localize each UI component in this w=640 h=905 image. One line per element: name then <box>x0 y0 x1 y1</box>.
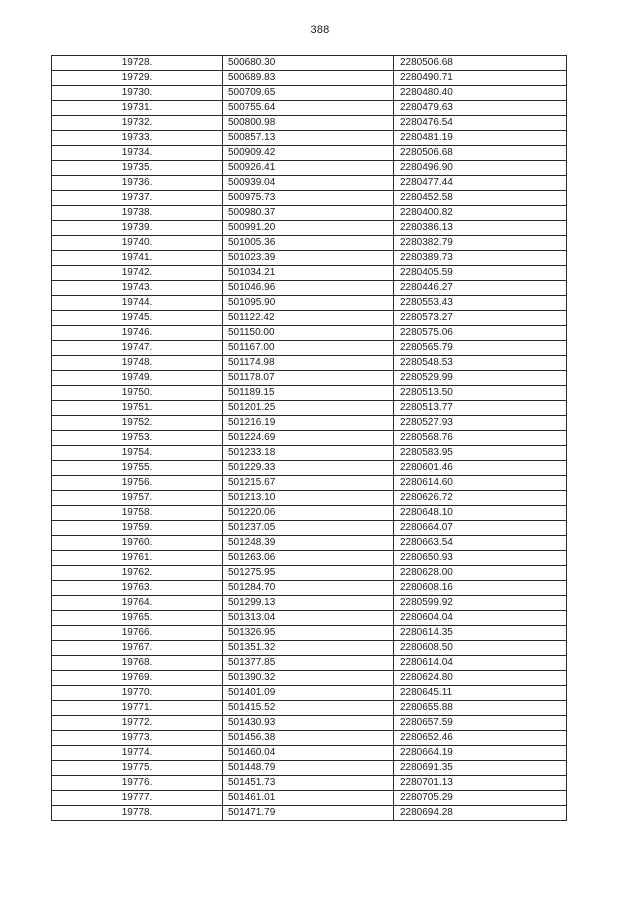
point-number-cell: 19754. <box>52 446 223 461</box>
table-row <box>52 791 567 806</box>
point-number-cell: 19747. <box>52 341 223 356</box>
table-row <box>52 716 567 731</box>
x-coordinate-cell: 501471.79 <box>223 806 394 821</box>
x-coordinate-cell: 500939.04 <box>223 176 394 191</box>
table-row <box>52 746 567 761</box>
point-number-cell: 19751. <box>52 401 223 416</box>
point-number-cell: 19729. <box>52 71 223 86</box>
x-coordinate-cell: 501150.00 <box>223 326 394 341</box>
point-number-cell: 19777. <box>52 791 223 806</box>
table-row <box>52 266 567 281</box>
y-coordinate-cell: 2280701.13 <box>394 776 567 791</box>
point-number-cell: 19736. <box>52 176 223 191</box>
x-coordinate-cell: 501377.85 <box>223 656 394 671</box>
table-row <box>52 446 567 461</box>
y-coordinate-cell: 2280628.00 <box>394 566 567 581</box>
point-number-cell: 19776. <box>52 776 223 791</box>
x-coordinate-cell: 500680.30 <box>223 56 394 71</box>
point-number-cell: 19748. <box>52 356 223 371</box>
point-number-cell: 19766. <box>52 626 223 641</box>
table-row <box>52 281 567 296</box>
y-coordinate-cell: 2280513.77 <box>394 401 567 416</box>
y-coordinate-cell: 2280568.76 <box>394 431 567 446</box>
table-row <box>52 596 567 611</box>
table-row <box>52 776 567 791</box>
x-coordinate-cell: 500709.65 <box>223 86 394 101</box>
y-coordinate-cell: 2280657.59 <box>394 716 567 731</box>
point-number-cell: 19753. <box>52 431 223 446</box>
x-coordinate-cell: 501005.36 <box>223 236 394 251</box>
table-row <box>52 506 567 521</box>
x-coordinate-cell: 500689.83 <box>223 71 394 86</box>
point-number-cell: 19757. <box>52 491 223 506</box>
y-coordinate-cell: 2280608.16 <box>394 581 567 596</box>
x-coordinate-cell: 500991.20 <box>223 221 394 236</box>
x-coordinate-cell: 501216.19 <box>223 416 394 431</box>
table-row <box>52 641 567 656</box>
x-coordinate-cell: 500800.98 <box>223 116 394 131</box>
page-number: 388 <box>310 24 330 36</box>
x-coordinate-cell: 501326.95 <box>223 626 394 641</box>
table-row <box>52 176 567 191</box>
y-coordinate-cell: 2280565.79 <box>394 341 567 356</box>
table-row <box>52 656 567 671</box>
table-row <box>52 236 567 251</box>
y-coordinate-cell: 2280648.10 <box>394 506 567 521</box>
point-number-cell: 19763. <box>52 581 223 596</box>
table-row <box>52 566 567 581</box>
point-number-cell: 19768. <box>52 656 223 671</box>
point-number-cell: 19732. <box>52 116 223 131</box>
point-number-cell: 19770. <box>52 686 223 701</box>
table-row <box>52 551 567 566</box>
table-row <box>52 671 567 686</box>
point-number-cell: 19735. <box>52 161 223 176</box>
y-coordinate-cell: 2280694.28 <box>394 806 567 821</box>
y-coordinate-cell: 2280476.54 <box>394 116 567 131</box>
y-coordinate-cell: 2280513.50 <box>394 386 567 401</box>
point-number-cell: 19762. <box>52 566 223 581</box>
y-coordinate-cell: 2280575.06 <box>394 326 567 341</box>
point-number-cell: 19739. <box>52 221 223 236</box>
x-coordinate-cell: 501224.69 <box>223 431 394 446</box>
y-coordinate-cell: 2280614.35 <box>394 626 567 641</box>
y-coordinate-cell: 2280645.11 <box>394 686 567 701</box>
x-coordinate-cell: 501263.06 <box>223 551 394 566</box>
y-coordinate-cell: 2280405.59 <box>394 266 567 281</box>
table-row <box>52 461 567 476</box>
y-coordinate-cell: 2280479.63 <box>394 101 567 116</box>
table-row <box>52 296 567 311</box>
table-row <box>52 221 567 236</box>
y-coordinate-cell: 2280663.54 <box>394 536 567 551</box>
table-row <box>52 86 567 101</box>
y-coordinate-cell: 2280650.93 <box>394 551 567 566</box>
x-coordinate-cell: 501456.38 <box>223 731 394 746</box>
x-coordinate-cell: 501415.52 <box>223 701 394 716</box>
table-row <box>52 101 567 116</box>
x-coordinate-cell: 500755.64 <box>223 101 394 116</box>
point-number-cell: 19752. <box>52 416 223 431</box>
point-number-cell: 19769. <box>52 671 223 686</box>
point-number-cell: 19760. <box>52 536 223 551</box>
y-coordinate-cell: 2280496.90 <box>394 161 567 176</box>
table-row <box>52 731 567 746</box>
point-number-cell: 19728. <box>52 56 223 71</box>
point-number-cell: 19731. <box>52 101 223 116</box>
x-coordinate-cell: 501174.98 <box>223 356 394 371</box>
table-row <box>52 686 567 701</box>
table-row <box>52 71 567 86</box>
x-coordinate-cell: 500975.73 <box>223 191 394 206</box>
x-coordinate-cell: 501167.00 <box>223 341 394 356</box>
point-number-cell: 19745. <box>52 311 223 326</box>
point-number-cell: 19778. <box>52 806 223 821</box>
coordinates-table <box>51 55 567 821</box>
x-coordinate-cell: 500909.42 <box>223 146 394 161</box>
point-number-cell: 19746. <box>52 326 223 341</box>
y-coordinate-cell: 2280477.44 <box>394 176 567 191</box>
y-coordinate-cell: 2280652.46 <box>394 731 567 746</box>
point-number-cell: 19755. <box>52 461 223 476</box>
x-coordinate-cell: 501275.95 <box>223 566 394 581</box>
point-number-cell: 19767. <box>52 641 223 656</box>
table-row <box>52 476 567 491</box>
y-coordinate-cell: 2280389.73 <box>394 251 567 266</box>
x-coordinate-cell: 501284.70 <box>223 581 394 596</box>
table-row <box>52 431 567 446</box>
x-coordinate-cell: 501213.10 <box>223 491 394 506</box>
x-coordinate-cell: 501351.32 <box>223 641 394 656</box>
y-coordinate-cell: 2280583.95 <box>394 446 567 461</box>
point-number-cell: 19749. <box>52 371 223 386</box>
table-row <box>52 131 567 146</box>
x-coordinate-cell: 501448.79 <box>223 761 394 776</box>
y-coordinate-cell: 2280490.71 <box>394 71 567 86</box>
table-row <box>52 356 567 371</box>
x-coordinate-cell: 501313.04 <box>223 611 394 626</box>
x-coordinate-cell: 501023.39 <box>223 251 394 266</box>
y-coordinate-cell: 2280599.92 <box>394 596 567 611</box>
y-coordinate-cell: 2280664.07 <box>394 521 567 536</box>
point-number-cell: 19771. <box>52 701 223 716</box>
table-row <box>52 311 567 326</box>
y-coordinate-cell: 2280400.82 <box>394 206 567 221</box>
y-coordinate-cell: 2280691.35 <box>394 761 567 776</box>
y-coordinate-cell: 2280614.04 <box>394 656 567 671</box>
table-row <box>52 581 567 596</box>
table-row <box>52 536 567 551</box>
point-number-cell: 19764. <box>52 596 223 611</box>
x-coordinate-cell: 501461.01 <box>223 791 394 806</box>
point-number-cell: 19756. <box>52 476 223 491</box>
point-number-cell: 19738. <box>52 206 223 221</box>
point-number-cell: 19733. <box>52 131 223 146</box>
x-coordinate-cell: 501430.93 <box>223 716 394 731</box>
point-number-cell: 19744. <box>52 296 223 311</box>
table-row <box>52 626 567 641</box>
y-coordinate-cell: 2280506.68 <box>394 146 567 161</box>
x-coordinate-cell: 501451.73 <box>223 776 394 791</box>
x-coordinate-cell: 501390.32 <box>223 671 394 686</box>
coordinates-table-body <box>52 56 567 821</box>
table-row <box>52 521 567 536</box>
point-number-cell: 19742. <box>52 266 223 281</box>
point-number-cell: 19734. <box>52 146 223 161</box>
point-number-cell: 19761. <box>52 551 223 566</box>
y-coordinate-cell: 2280553.43 <box>394 296 567 311</box>
x-coordinate-cell: 501178.07 <box>223 371 394 386</box>
point-number-cell: 19775. <box>52 761 223 776</box>
table-row <box>52 56 567 71</box>
y-coordinate-cell: 2280446.27 <box>394 281 567 296</box>
table-row <box>52 761 567 776</box>
x-coordinate-cell: 501460.04 <box>223 746 394 761</box>
x-coordinate-cell: 501215.67 <box>223 476 394 491</box>
table-row <box>52 206 567 221</box>
point-number-cell: 19743. <box>52 281 223 296</box>
x-coordinate-cell: 500857.13 <box>223 131 394 146</box>
point-number-cell: 19741. <box>52 251 223 266</box>
x-coordinate-cell: 501229.33 <box>223 461 394 476</box>
table-row <box>52 146 567 161</box>
y-coordinate-cell: 2280382.79 <box>394 236 567 251</box>
table-row <box>52 161 567 176</box>
point-number-cell: 19773. <box>52 731 223 746</box>
table-row <box>52 191 567 206</box>
table-row <box>52 341 567 356</box>
x-coordinate-cell: 501034.21 <box>223 266 394 281</box>
point-number-cell: 19740. <box>52 236 223 251</box>
x-coordinate-cell: 501122.42 <box>223 311 394 326</box>
y-coordinate-cell: 2280386.13 <box>394 221 567 236</box>
table-row <box>52 386 567 401</box>
y-coordinate-cell: 2280480.40 <box>394 86 567 101</box>
y-coordinate-cell: 2280705.29 <box>394 791 567 806</box>
x-coordinate-cell: 500926.41 <box>223 161 394 176</box>
x-coordinate-cell: 501201.25 <box>223 401 394 416</box>
y-coordinate-cell: 2280624.80 <box>394 671 567 686</box>
table-row <box>52 701 567 716</box>
y-coordinate-cell: 2280452.58 <box>394 191 567 206</box>
x-coordinate-cell: 501189.15 <box>223 386 394 401</box>
y-coordinate-cell: 2280529.99 <box>394 371 567 386</box>
y-coordinate-cell: 2280614.60 <box>394 476 567 491</box>
y-coordinate-cell: 2280608.50 <box>394 641 567 656</box>
x-coordinate-cell: 500980.37 <box>223 206 394 221</box>
table-row <box>52 371 567 386</box>
x-coordinate-cell: 501220.06 <box>223 506 394 521</box>
y-coordinate-cell: 2280548.53 <box>394 356 567 371</box>
y-coordinate-cell: 2280527.93 <box>394 416 567 431</box>
table-row <box>52 806 567 821</box>
y-coordinate-cell: 2280506.68 <box>394 56 567 71</box>
point-number-cell: 19765. <box>52 611 223 626</box>
point-number-cell: 19759. <box>52 521 223 536</box>
x-coordinate-cell: 501233.18 <box>223 446 394 461</box>
table-row <box>52 251 567 266</box>
point-number-cell: 19750. <box>52 386 223 401</box>
table-row <box>52 416 567 431</box>
y-coordinate-cell: 2280481.19 <box>394 131 567 146</box>
y-coordinate-cell: 2280664.19 <box>394 746 567 761</box>
table-row <box>52 401 567 416</box>
table-row <box>52 326 567 341</box>
point-number-cell: 19737. <box>52 191 223 206</box>
x-coordinate-cell: 501046.96 <box>223 281 394 296</box>
table-row <box>52 491 567 506</box>
point-number-cell: 19774. <box>52 746 223 761</box>
x-coordinate-cell: 501299.13 <box>223 596 394 611</box>
point-number-cell: 19758. <box>52 506 223 521</box>
x-coordinate-cell: 501237.05 <box>223 521 394 536</box>
table-row <box>52 116 567 131</box>
x-coordinate-cell: 501401.09 <box>223 686 394 701</box>
point-number-cell: 19772. <box>52 716 223 731</box>
y-coordinate-cell: 2280573.27 <box>394 311 567 326</box>
x-coordinate-cell: 501248.39 <box>223 536 394 551</box>
y-coordinate-cell: 2280601.46 <box>394 461 567 476</box>
y-coordinate-cell: 2280626.72 <box>394 491 567 506</box>
table-row <box>52 611 567 626</box>
y-coordinate-cell: 2280655.88 <box>394 701 567 716</box>
x-coordinate-cell: 501095.90 <box>223 296 394 311</box>
y-coordinate-cell: 2280604.04 <box>394 611 567 626</box>
point-number-cell: 19730. <box>52 86 223 101</box>
